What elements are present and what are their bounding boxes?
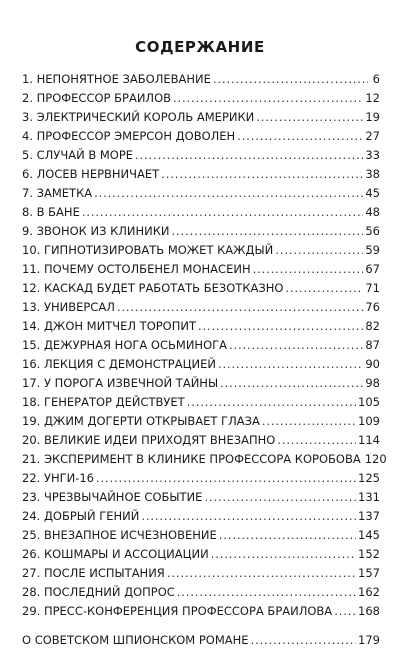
toc-entry xyxy=(22,545,380,564)
chapter-title: 8. В БАНЕ xyxy=(22,205,80,219)
toc-entry xyxy=(22,165,380,184)
dot-leader xyxy=(117,298,364,317)
page-number: 38 xyxy=(365,167,380,181)
chapter-title: 28. ПОСЛЕДНИЙ ДОПРОС xyxy=(22,585,175,599)
page-number: 67 xyxy=(365,262,380,276)
toc-entry xyxy=(22,488,380,507)
chapter-title: 9. ЗВОНОК ИЗ КЛИНИКИ xyxy=(22,224,170,238)
page-number: 109 xyxy=(358,414,380,428)
toc-entry xyxy=(22,450,387,469)
page-number: 98 xyxy=(365,376,380,390)
chapter-title: 27. ПОСЛЕ ИСПЫТАНИЯ xyxy=(22,566,165,580)
toc-entry xyxy=(22,583,380,602)
toc-entry xyxy=(22,526,380,545)
toc-entry xyxy=(22,317,380,336)
dot-leader xyxy=(218,355,363,374)
dot-leader xyxy=(204,488,356,507)
dot-leader xyxy=(82,203,364,222)
page-number: 56 xyxy=(365,224,380,238)
toc-entry xyxy=(22,222,380,241)
chapter-title: 1. НЕПОНЯТНОЕ ЗАБОЛЕВАНИЕ xyxy=(22,72,211,86)
chapter-title: 2. ПРОФЕССОР БРАИЛОВ xyxy=(22,91,172,105)
page-number: 168 xyxy=(358,604,380,618)
page-title: СОДЕРЖАНИЕ xyxy=(135,38,265,56)
dot-leader xyxy=(135,146,363,165)
chapter-title: 25. ВНЕЗАПНОЕ ИСЧЕЗНОВЕНИЕ xyxy=(22,528,217,542)
dot-leader xyxy=(173,89,363,108)
chapter-title: 6. ЛОСЕВ НЕРВНИЧАЕТ xyxy=(22,167,160,181)
dot-leader xyxy=(277,431,356,450)
toc-entry xyxy=(22,412,380,431)
page-number: 12 xyxy=(365,91,380,105)
page-number: 90 xyxy=(365,357,380,371)
toc-entry xyxy=(22,374,380,393)
page-number: 157 xyxy=(358,566,380,580)
chapter-title: 5. СЛУЧАЙ В МОРЕ xyxy=(22,148,134,162)
chapter-title: 12. КАСКАД БУДЕТ РАБОТАТЬ БЕЗОТКАЗНО xyxy=(22,281,284,295)
dot-leader xyxy=(251,631,356,650)
page-number: 87 xyxy=(365,338,380,352)
dot-leader xyxy=(220,374,363,393)
chapter-title: 17. У ПОРОГА ИЗВЕЧНОЙ ТАЙНЫ xyxy=(22,376,219,390)
chapter-title: 4. ПРОФЕССОР ЭМЕРСОН ДОВОЛЕН xyxy=(22,129,236,143)
chapter-title: 29. ПРЕСС-КОНФЕРЕНЦИЯ ПРОФЕССОРА БРАИЛОВА xyxy=(22,604,333,618)
toc-entry xyxy=(22,602,380,621)
chapter-title: О СОВЕТСКОМ ШПИОНСКОМ РОМАНЕ xyxy=(22,633,249,647)
chapter-title: 20. ВЕЛИКИЕ ИДЕИ ПРИХОДЯТ ВНЕЗАПНО xyxy=(22,433,276,447)
toc-entry xyxy=(22,70,380,89)
dot-leader xyxy=(213,70,368,89)
chapter-title: 18. ГЕНЕРАТОР ДЕЙСТВУЕТ xyxy=(22,395,185,409)
toc-entry xyxy=(22,89,380,108)
dot-leader xyxy=(187,393,356,412)
chapter-title: 23. ЧРЕЗВЫЧАЙНОЕ СОБЫТИЕ xyxy=(22,490,203,504)
chapter-title: 19. ДЖИМ ДОГЕРТИ ОТКРЫВАЕТ ГЛАЗА xyxy=(22,414,260,428)
toc-entry xyxy=(22,108,380,127)
chapter-title: 10. ГИПНОТИЗИРОВАТЬ МОЖЕТ КАЖДЫЙ xyxy=(22,243,274,257)
toc-entry xyxy=(22,469,380,488)
page-number: 27 xyxy=(365,129,380,143)
chapter-title: 13. УНИВЕРСАЛ xyxy=(22,300,115,314)
chapter-title: 3. ЭЛЕКТРИЧЕСКИЙ КОРОЛЬ АМЕРИКИ xyxy=(22,110,255,124)
toc-entry xyxy=(22,431,380,450)
dot-leader xyxy=(229,336,363,355)
dot-leader xyxy=(167,564,356,583)
dot-leader xyxy=(334,602,356,621)
toc-entry xyxy=(22,336,380,355)
page-number: 59 xyxy=(365,243,380,257)
page-number: 114 xyxy=(358,433,380,447)
page-number: 125 xyxy=(358,471,380,485)
dot-leader xyxy=(141,507,356,526)
toc-entry xyxy=(22,355,380,374)
toc-entry xyxy=(22,564,380,583)
chapter-title: 7. ЗАМЕТКА xyxy=(22,186,93,200)
chapter-title: 22. УНГИ-16 xyxy=(22,471,94,485)
dot-leader xyxy=(253,260,364,279)
page-number: 162 xyxy=(358,585,380,599)
dot-leader xyxy=(172,222,364,241)
page-number: 33 xyxy=(365,148,380,162)
toc-entry xyxy=(22,184,380,203)
chapter-title: 15. ДЕЖУРНАЯ НОГА ОСЬМИНОГА xyxy=(22,338,227,352)
dot-leader xyxy=(211,545,356,564)
dot-leader xyxy=(275,241,363,260)
page-number: 71 xyxy=(365,281,380,295)
page-number: 179 xyxy=(358,633,380,647)
table-of-contents xyxy=(22,70,387,650)
chapter-title: 21. ЭКСПЕРИМЕНТ В КЛИНИКЕ ПРОФЕССОРА КОРОБОВА xyxy=(22,452,361,466)
afterword-entry xyxy=(22,631,380,650)
page-number: 152 xyxy=(358,547,380,561)
toc-entry xyxy=(22,146,380,165)
page-number: 105 xyxy=(358,395,380,409)
page-number: 82 xyxy=(365,319,380,333)
page-number: 145 xyxy=(358,528,380,542)
toc-entry xyxy=(22,127,380,146)
page-number: 76 xyxy=(365,300,380,314)
page-number: 45 xyxy=(365,186,380,200)
dot-leader xyxy=(96,469,356,488)
page-number: 131 xyxy=(358,490,380,504)
dot-leader xyxy=(237,127,363,146)
page-number: 48 xyxy=(365,205,380,219)
chapter-title: 16. ЛЕКЦИЯ С ДЕМОНСТРАЦИЕЙ xyxy=(22,357,217,371)
dot-leader xyxy=(219,526,356,545)
toc-entry xyxy=(22,507,380,526)
dot-leader xyxy=(161,165,363,184)
dot-leader xyxy=(285,279,363,298)
page-number: 19 xyxy=(365,110,380,124)
toc-entry xyxy=(22,260,380,279)
page-number: 137 xyxy=(358,509,380,523)
toc-entry xyxy=(22,203,380,222)
dot-leader xyxy=(262,412,356,431)
dot-leader xyxy=(198,317,363,336)
dot-leader xyxy=(94,184,363,203)
chapter-title: 11. ПОЧЕМУ ОСТОЛБЕНЕЛ МОНАСЕИН xyxy=(22,262,251,276)
chapter-title: 24. ДОБРЫЙ ГЕНИЙ xyxy=(22,509,140,523)
dot-leader xyxy=(177,583,356,602)
toc-entry xyxy=(22,393,380,412)
toc-entry xyxy=(22,298,380,317)
chapter-title: 14. ДЖОН МИТЧЕЛ ТОРОПИТ xyxy=(22,319,197,333)
page-number: 120 xyxy=(364,452,387,466)
dot-leader xyxy=(256,108,363,127)
chapter-title: 26. КОШМАРЫ И АССОЦИАЦИИ xyxy=(22,547,209,561)
toc-entry xyxy=(22,241,380,260)
page-number: 6 xyxy=(372,72,380,86)
toc-entry xyxy=(22,279,380,298)
